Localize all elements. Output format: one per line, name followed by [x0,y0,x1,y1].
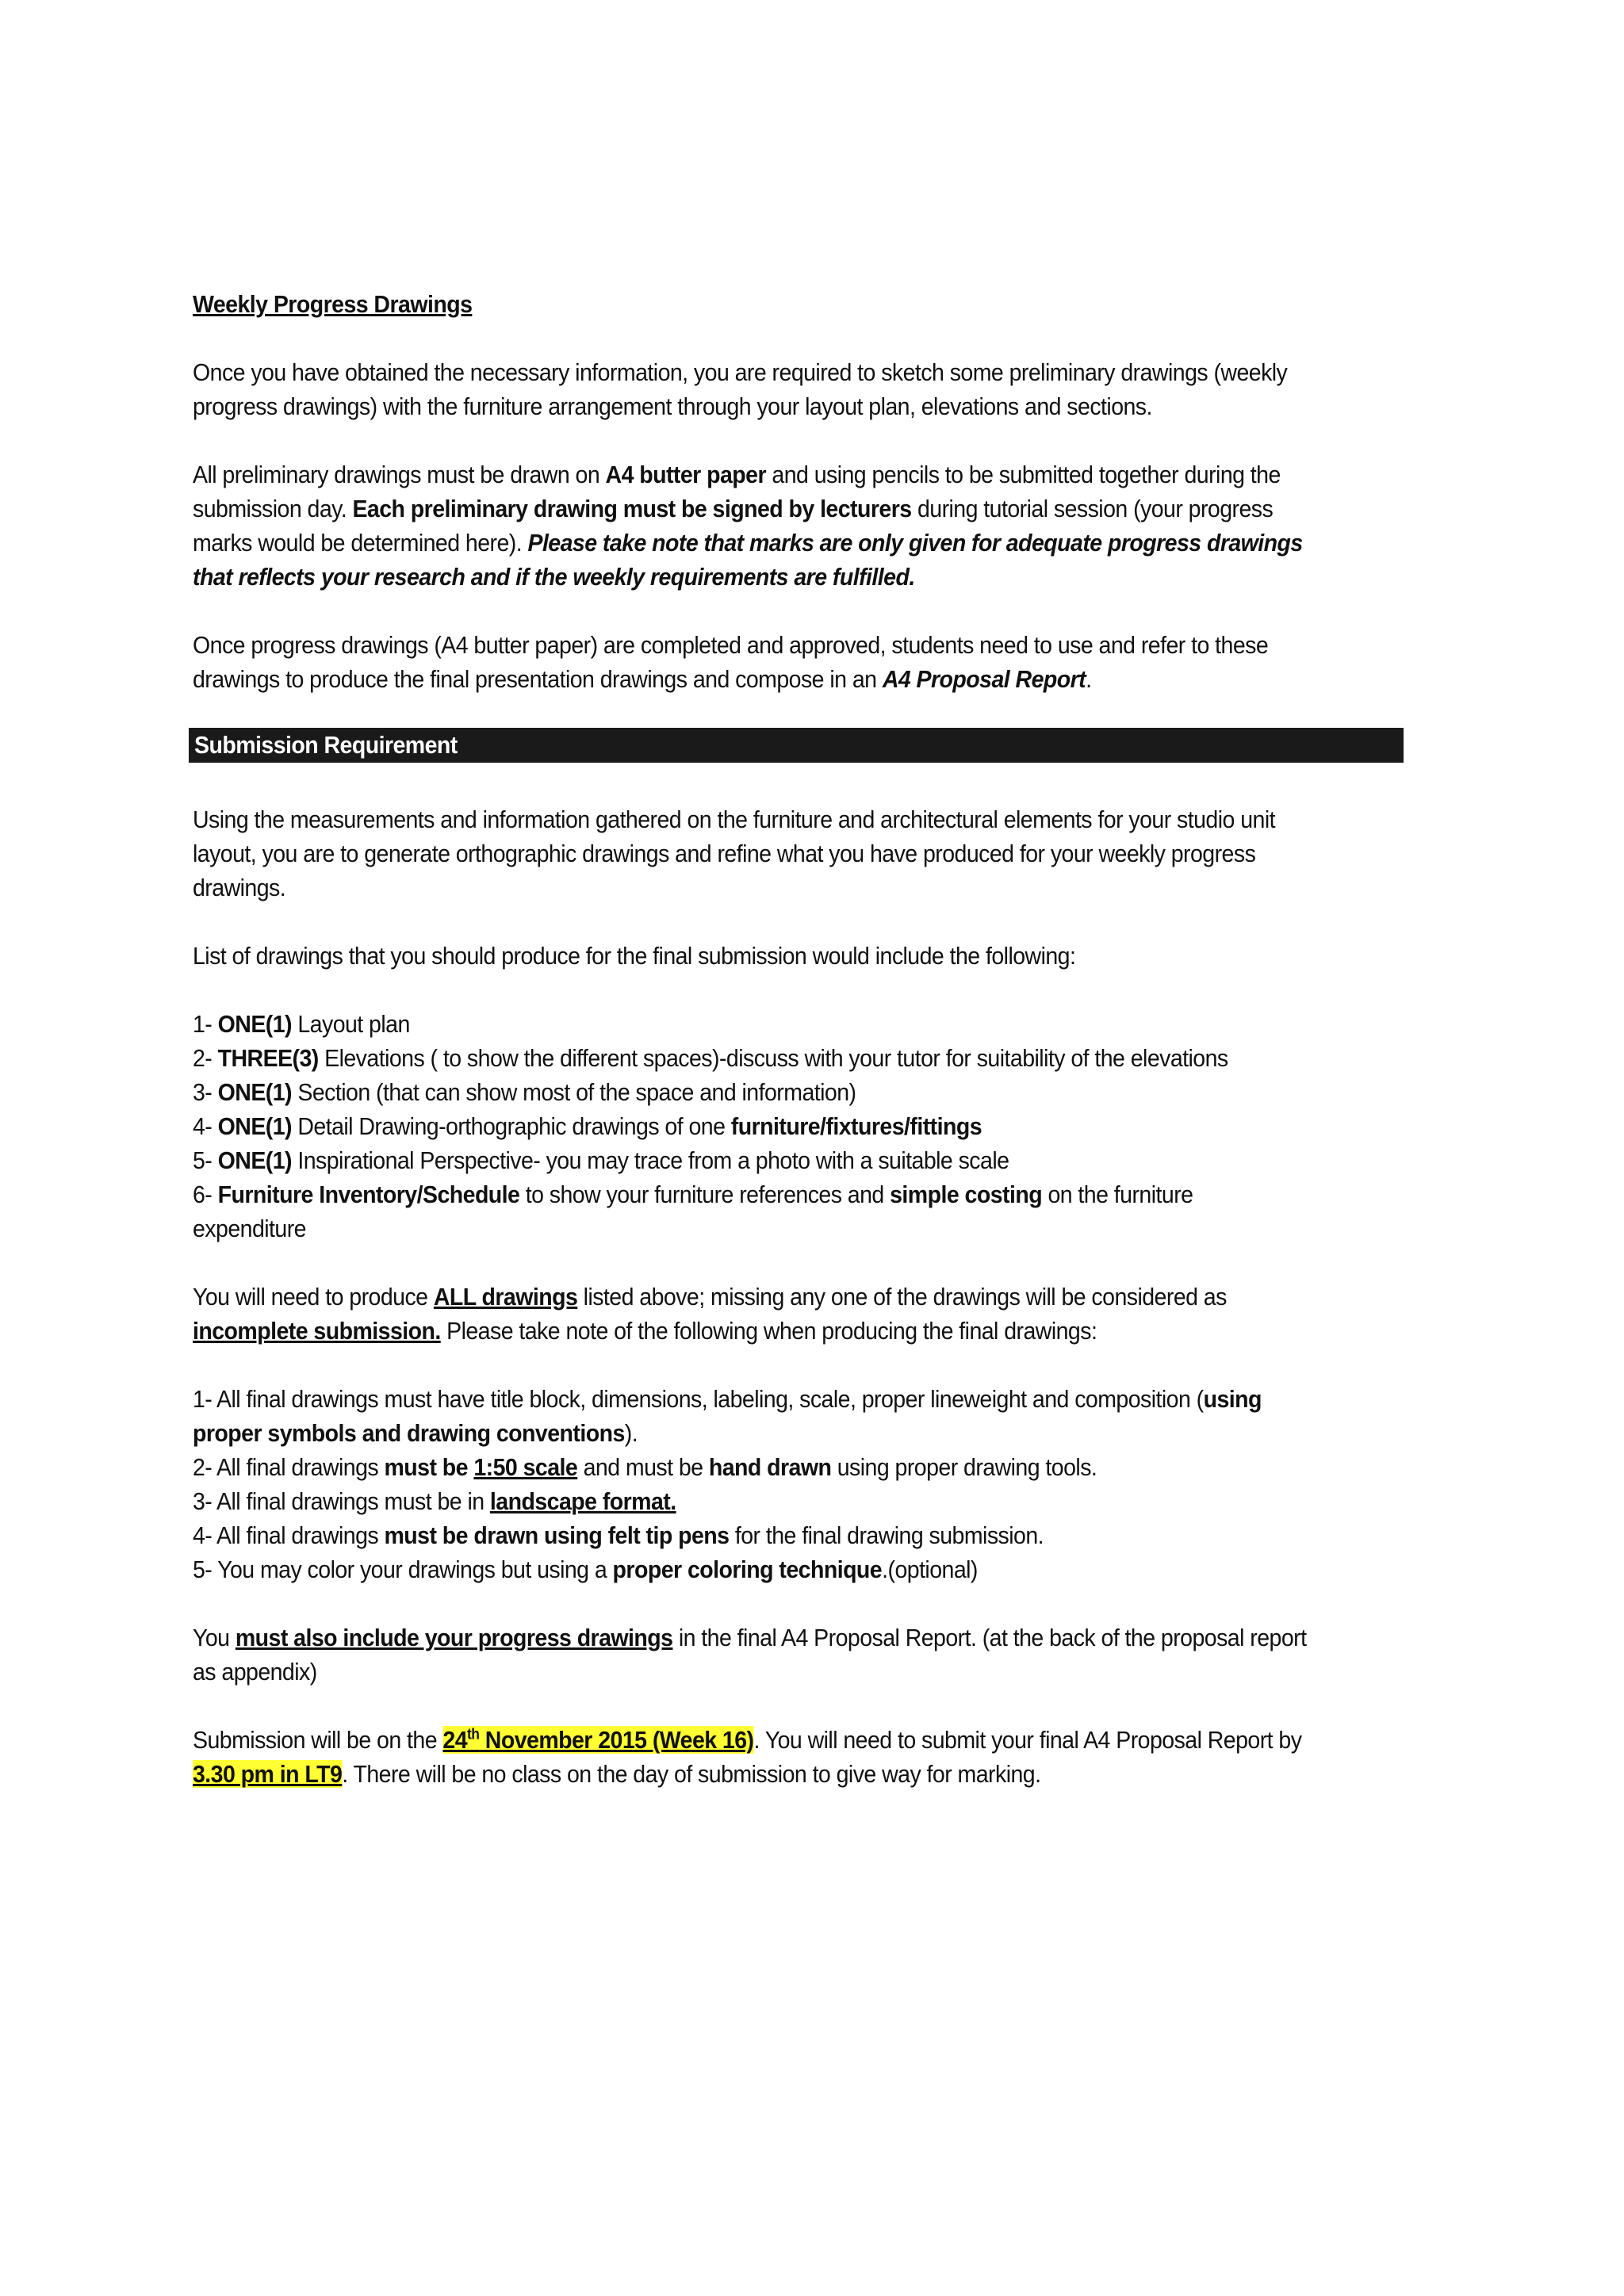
text-run: ). [624,1419,638,1447]
incomplete-submission-emphasis: incomplete submission. [193,1317,441,1345]
item-quantity: Furniture Inventory/Schedule [217,1181,520,1208]
drawing-item-3 [193,1075,1309,1109]
text-run: and using pencils to be submitted together during the submission day. [193,461,1281,522]
date-rest: November 2015 (Week 16) [479,1726,754,1754]
text-run: and must be [577,1453,709,1481]
text-run: You [193,1624,236,1651]
submission-requirement-heading: Submission Requirement [194,731,458,759]
drawing-item-1 [193,1007,1309,1041]
progress-drawings-paragraph [193,1621,1309,1689]
drawings-list-intro: List of drawings that you should produce for the final submission would include the following: [193,942,1076,970]
submission-date-paragraph [193,1723,1309,1791]
landscape-emphasis: landscape format. [489,1487,676,1515]
marks-note: Please take note that marks are only given for adequate progress drawings that reflects your research and if the weekly requirements are fulfilled. [193,529,1303,591]
submission-date-highlight [442,1726,753,1754]
final-rule-5 [193,1552,1309,1586]
drawing-item-4 [193,1109,1309,1143]
rule-emphasis: hand drawn [708,1453,832,1481]
include-progress-emphasis: must also include your progress drawings [235,1624,673,1651]
text-run: . You will need to submit your final A4 Proposal Report by [753,1726,1302,1754]
text-run: for the final drawing submission. [729,1521,1044,1549]
final-rule-4 [193,1518,1309,1552]
submission-section [193,802,1309,1791]
text-run: You will need to produce [193,1283,434,1311]
date-suffix: th [467,1726,480,1743]
weekly-progress-section [193,287,1309,696]
text-run: 4- All final drawings [193,1521,385,1549]
item-emphasis: furniture/fixtures/fittings [730,1112,982,1140]
weekly-paragraph-3 [193,628,1309,696]
item-quantity: ONE(1) [217,1146,292,1174]
item-text: Inspirational Perspective- you may trace from a photo with a suitable scale [291,1146,1009,1174]
all-drawings-emphasis: ALL drawings [433,1283,578,1311]
text-run: 2- All final drawings [193,1453,385,1481]
text-run: using proper drawing tools. [831,1453,1097,1481]
text-run: All preliminary drawings must be drawn on [193,461,606,488]
weekly-paragraph-1: Once you have obtained the necessary information, you are required to sketch some preliminary drawings (weekly progress drawings) with the furniture arrangement through your layout plan, elevations and sections. [193,358,1288,420]
final-rule-2 [193,1450,1309,1484]
rule-emphasis: must be [384,1453,474,1481]
all-drawings-paragraph [193,1280,1309,1348]
submission-intro: Using the measurements and information gathered on the furniture and architectural elements for your studio unit layout, you are to generate orthographic drawings and refine what you have produced for your weekly progress drawings. [193,806,1275,901]
weekly-progress-heading: Weekly Progress Drawings [193,290,473,318]
item-quantity: ONE(1) [217,1078,292,1106]
final-rule-1 [193,1382,1309,1450]
scale-emphasis: 1:50 scale [473,1453,578,1481]
item-emphasis: simple costing [890,1181,1043,1208]
item-quantity: THREE(3) [217,1044,319,1072]
item-text: Layout plan [291,1010,410,1038]
rule-emphasis: must be drawn using felt tip pens [384,1521,730,1549]
item-text: Section (that can show most of the space and information) [291,1078,856,1106]
item-quantity: ONE(1) [217,1010,292,1038]
final-rule-3 [193,1484,1309,1518]
text-run: Submission will be on the [193,1726,443,1754]
item-text: Detail Drawing-orthographic drawings of one [291,1112,731,1140]
text-run: Once progress drawings (A4 butter paper) are completed and approved, students need to use and refer to these drawings to produce the final presentation drawings and compose in an [193,631,1269,693]
item-number: 2- [193,1044,218,1072]
rule-emphasis: using proper symbols and drawing conventions [193,1385,1262,1447]
item-text: Elevations ( to show the different spaces)-discuss with your tutor for suitability of the elevations [318,1044,1228,1072]
proposal-report-emphasis: A4 Proposal Report [882,665,1086,693]
item-text: to show your furniture references and [519,1181,891,1208]
drawing-item-5 [193,1143,1309,1177]
drawing-item-6 [193,1177,1309,1246]
text-run: . [1086,665,1092,693]
text-run: 3- All final drawings must be in [193,1487,490,1515]
text-run: . There will be no class on the day of submission to give way for marking. [342,1760,1041,1788]
text-run: Please take note of the following when producing the final drawings: [440,1317,1097,1345]
item-number: 4- [193,1112,218,1140]
submission-time-highlight: 3.30 pm in LT9 [193,1760,343,1788]
butter-paper-emphasis: A4 butter paper [605,461,767,488]
item-quantity: ONE(1) [217,1112,292,1140]
item-number: 6- [193,1181,218,1208]
weekly-paragraph-2 [193,457,1309,594]
text-run: 5- You may color your drawings but using a [193,1556,613,1583]
rule-emphasis: proper coloring technique [612,1556,883,1583]
text-run: 1- All final drawings must have title block, dimensions, labeling, scale, proper lineweight and composition ( [193,1385,1204,1413]
drawing-item-2 [193,1041,1309,1075]
item-text: on the furniture expenditure [193,1181,1193,1242]
text-run: listed above; missing any one of the drawings will be considered as [577,1283,1227,1311]
item-number: 1- [193,1010,218,1038]
text-run: .(optional) [882,1556,978,1583]
item-number: 3- [193,1078,218,1106]
text-run: in the final A4 Proposal Report. (at the back of the proposal report as appendix) [193,1624,1307,1686]
signed-emphasis: Each preliminary drawing must be signed by lecturers [352,495,912,522]
text-run: during tutorial session (your progress marks would be determined here). [193,495,1274,557]
item-number: 5- [193,1146,218,1174]
date-day: 24 [442,1726,468,1754]
